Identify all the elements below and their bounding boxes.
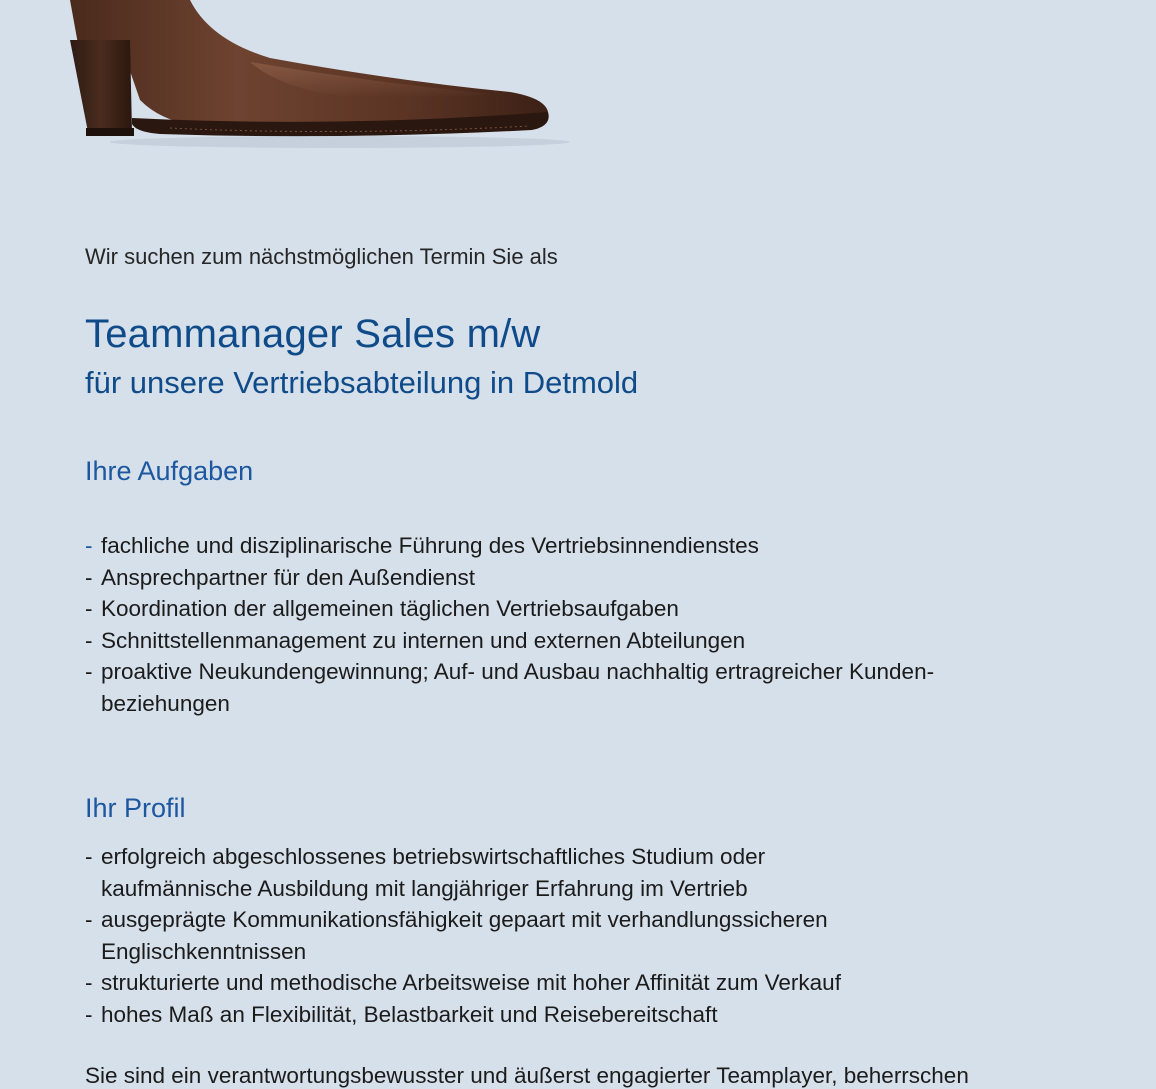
list-dash: - bbox=[85, 1001, 93, 1027]
list-dash: - bbox=[85, 533, 93, 558]
list-item: - proaktive Neukundengewinnung; Auf- und Ausbau nachhaltig ertragreicher Kunden- bbox=[85, 656, 934, 688]
list-dash: - bbox=[85, 844, 93, 869]
outro-text: Sie sind ein verantwortungsbewusster und äußerst engagierter Teamplayer, beherrschen bbox=[85, 1063, 969, 1088]
list-item: - hohes Maß an Flexibilität, Belastbarkeit und Reisebereitschaft bbox=[85, 999, 841, 1031]
list-dash: - bbox=[85, 907, 93, 932]
job-subtitle: für unsere Vertriebsabteilung in Detmold bbox=[85, 365, 639, 400]
list-item: - erfolgreich abgeschlossenes betriebswirtschaftliches Studium oder bbox=[85, 841, 841, 873]
list-item: - Koordination der allgemeinen täglichen Vertriebsaufgaben bbox=[85, 593, 934, 625]
list-dash: - bbox=[85, 970, 93, 995]
intro-text: Wir suchen zum nächstmöglichen Termin Sie als bbox=[85, 244, 558, 269]
aufgaben-list bbox=[85, 530, 934, 719]
list-dash: - bbox=[85, 627, 93, 653]
list-item-continuation: Englischkenntnissen bbox=[101, 938, 307, 964]
list-dash: - bbox=[85, 564, 93, 590]
list-item: - fachliche und disziplinarische Führung des Vertriebsinnendienstes bbox=[85, 530, 934, 562]
list-dash: - bbox=[85, 596, 93, 621]
list-dash: - bbox=[85, 659, 93, 684]
job-title: Teammanager Sales m/w bbox=[85, 312, 541, 356]
list-item: - Ansprechpartner für den Außendienst bbox=[85, 562, 934, 594]
boot-image bbox=[40, 0, 580, 170]
aufgaben-heading: Ihre Aufgaben bbox=[85, 456, 254, 486]
list-item-continuation: kaufmännische Ausbildung mit langjähriger Erfahrung im Vertrieb bbox=[101, 875, 748, 901]
list-item: - Schnittstellenmanagement zu internen und externen Abteilungen bbox=[85, 625, 934, 657]
list-item-continuation: beziehungen bbox=[101, 690, 230, 716]
list-item: - ausgeprägte Kommunikationsfähigkeit gepaart mit verhandlungssicheren bbox=[85, 904, 841, 936]
profil-heading: Ihr Profil bbox=[85, 793, 186, 823]
list-item: - strukturierte und methodische Arbeitsweise mit hoher Affinität zum Verkauf bbox=[85, 967, 841, 999]
profil-list bbox=[85, 841, 841, 1030]
